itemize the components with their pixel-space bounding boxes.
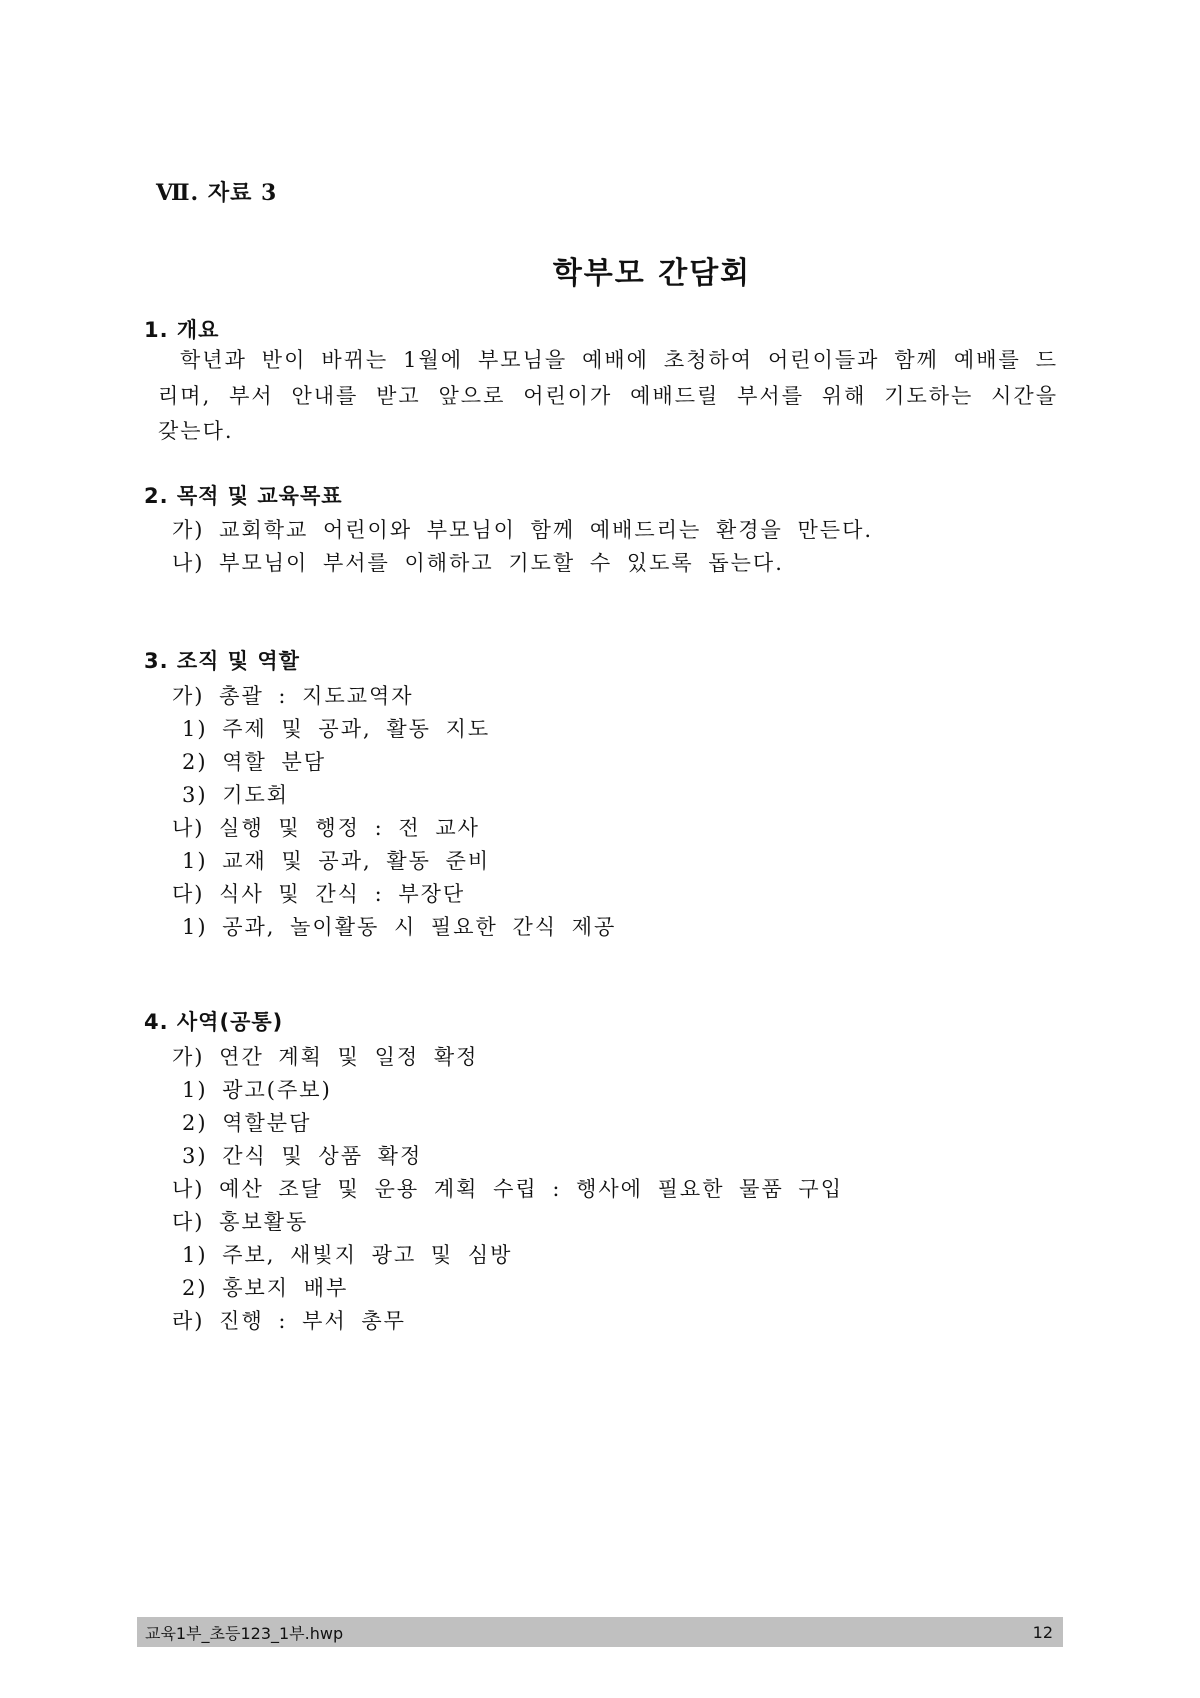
list-subitem: 3) 간식 및 상품 확정 [182, 1144, 423, 1168]
list-subitem: 3) 기도회 [182, 783, 290, 807]
overview-text: 학년과 반이 바뀌는 1월에 부모님을 예배에 초청하여 어린이들과 함께 예배를 드리며, 부서 안내를 받고 앞으로 어린이가 예배드릴 부서를 위해 기도하는 시간을 갖는다. [158, 348, 1058, 443]
page-title: 학부모 간담회 [552, 256, 752, 291]
list-item: 라) 진행 : 부서 총무 [172, 1309, 406, 1333]
list-subitem: 2) 홍보지 배부 [182, 1276, 349, 1300]
list-item: 나) 실행 및 행정 : 전 교사 [172, 816, 480, 840]
list-item: 가) 연간 계획 및 일정 확정 [172, 1045, 479, 1069]
list-subitem: 1) 공과, 놀이활동 시 필요한 간식 제공 [182, 915, 617, 939]
section-heading-organization: 3. 조직 및 역할 [144, 649, 300, 673]
footer-page-number: 12 [1032, 1622, 1053, 1642]
list-item: 가) 총괄 : 지도교역자 [172, 684, 414, 708]
list-item: 다) 홍보활동 [172, 1210, 309, 1234]
page-footer [137, 1617, 1063, 1647]
list-subitem: 1) 주보, 새빛지 광고 및 심방 [182, 1243, 513, 1267]
section-label: Ⅶ. 자료 3 [156, 180, 278, 206]
section-heading-ministry: 4. 사역(공통) [144, 1010, 284, 1034]
section-heading-overview: 1. 개요 [144, 318, 220, 342]
list-subitem: 1) 교재 및 공과, 활동 준비 [182, 849, 491, 873]
list-item: 나) 부모님이 부서를 이해하고 기도할 수 있도록 돕는다. [172, 551, 784, 575]
list-item: 가) 교회학교 어린이와 부모님이 함께 예배드리는 환경을 만든다. [172, 518, 874, 542]
list-subitem: 1) 광고(주보) [182, 1078, 332, 1102]
list-item: 다) 식사 및 간식 : 부장단 [172, 882, 466, 906]
list-subitem: 2) 역할 분담 [182, 750, 327, 774]
overview-paragraph [158, 343, 1058, 450]
section-heading-purpose: 2. 목적 및 교육목표 [144, 484, 343, 508]
footer-filename: 교육1부_초등123_1부.hwp [145, 1623, 344, 1643]
list-item: 나) 예산 조달 및 운용 계획 수립 : 행사에 필요한 물품 구입 [172, 1177, 843, 1201]
list-subitem: 2) 역할분담 [182, 1111, 312, 1135]
list-subitem: 1) 주제 및 공과, 활동 지도 [182, 717, 491, 741]
